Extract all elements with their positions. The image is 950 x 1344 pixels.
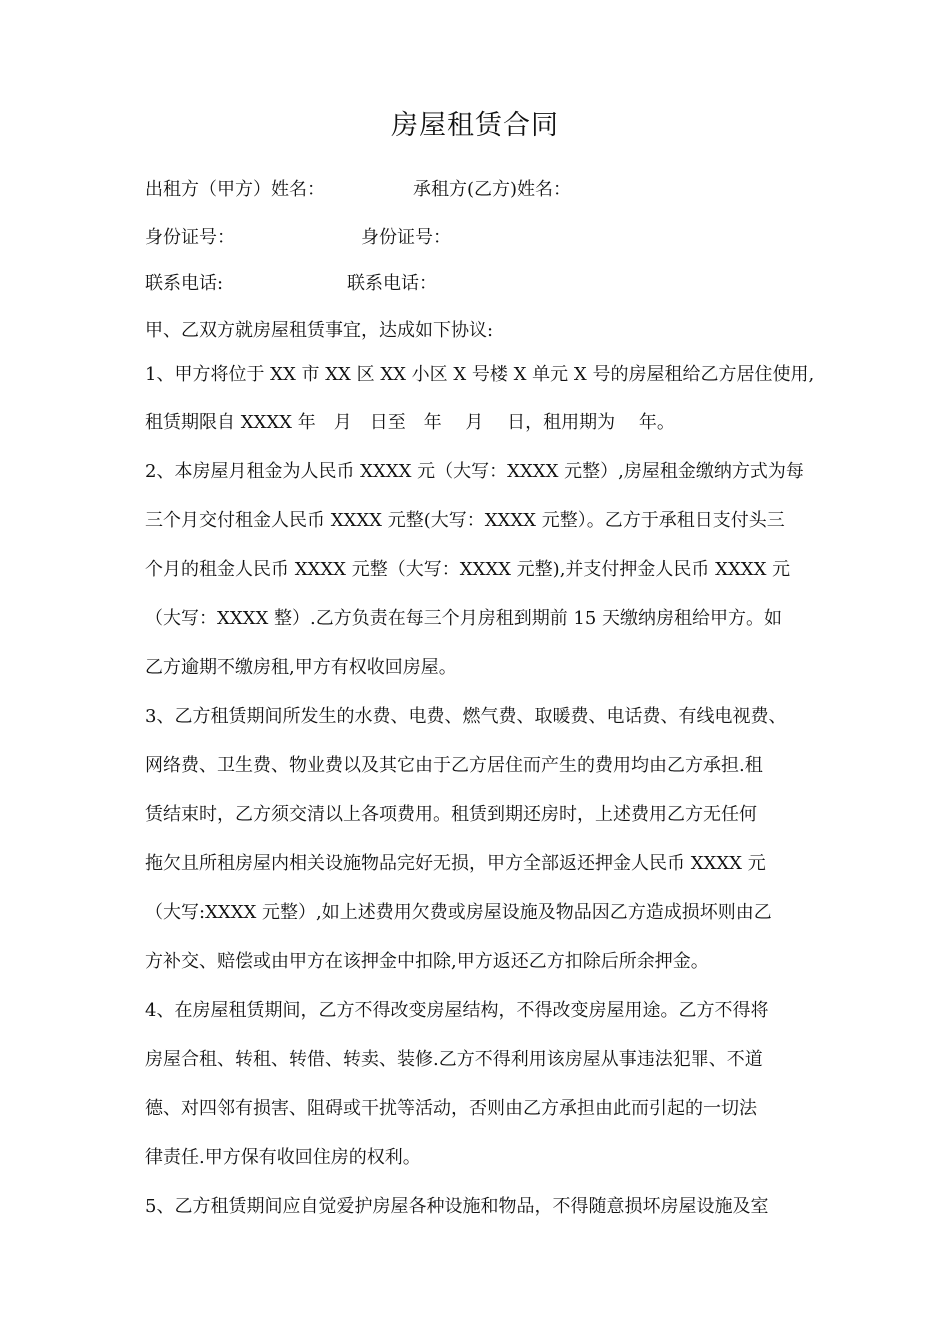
clause-line: 拖欠且所租房屋内相关设施物品完好无损，甲方全部返还押金人民币 XXXX 元 <box>145 853 766 874</box>
clause-line: 4、在房屋租赁期间，乙方不得改变房屋结构，不得改变房屋用途。乙方不得将 <box>145 1000 769 1021</box>
clause-line: 5、乙方租赁期间应自觉爱护房屋各种设施和物品，不得随意损坏房屋设施及室 <box>145 1196 769 1217</box>
agreement-intro: 甲、乙双方就房屋租赁事宜，达成如下协议: <box>145 320 494 341</box>
document-title: 房屋租赁合同 <box>391 110 559 141</box>
clause-line: （大写:XXXX 元整）,如上述费用欠费或房屋设施及物品因乙方造成损坏则由乙 <box>145 902 772 923</box>
clause-line: 律责任.甲方保有收回住房的权利。 <box>145 1147 421 1168</box>
lessee-id-label: 身份证号： <box>361 227 451 248</box>
clause-line: 1、甲方将位于 XX 市 XX 区 XX 小区 X 号楼 X 单元 X 号的房屋租给乙方居住使用, <box>145 364 815 385</box>
lessor-phone-label: 联系电话: <box>145 273 224 294</box>
lessor-name-label: 出租方（甲方）姓名： <box>145 179 325 200</box>
clause-line: 三个月交付租金人民币 XXXX 元整(大写：XXXX 元整）。乙方于承租日支付头三 <box>145 510 785 531</box>
clause-line: 方补交、赔偿或由甲方在该押金中扣除,甲方返还乙方扣除后所余押金。 <box>145 951 709 972</box>
clause-line: 德、对四邻有损害、阻碍或干扰等活动，否则由乙方承担由此而引起的一切法 <box>145 1098 757 1119</box>
lessee-name-label: 承租方(乙方)姓名： <box>413 179 572 200</box>
clause-line: 3、乙方租赁期间所发生的水费、电费、燃气费、取暖费、电话费、有线电视费、 <box>145 706 787 727</box>
lessor-id-label: 身份证号： <box>145 227 235 248</box>
clause-line: 赁结束时，乙方须交清以上各项费用。租赁到期还房时，上述费用乙方无任何 <box>145 804 757 825</box>
clause-line: 网络费、卫生费、物业费以及其它由于乙方居住而产生的费用均由乙方承担.租 <box>145 755 763 776</box>
lessee-phone-label: 联系电话： <box>347 273 437 294</box>
clause-line: （大写：XXXX 整）.乙方负责在每三个月房租到期前 15 天缴纳房租给甲方。如 <box>145 608 783 629</box>
clause-line: 乙方逾期不缴房租,甲方有权收回房屋。 <box>145 657 457 678</box>
clause-line: 房屋合租、转租、转借、转卖、装修.乙方不得利用该房屋从事违法犯罪、不道 <box>145 1049 763 1070</box>
clause-line: 2、本房屋月租金为人民币 XXXX 元（大写：XXXX 元整）,房屋租金缴纳方式为每 <box>145 461 804 482</box>
clause-line: 个月的租金人民币 XXXX 元整（大写：XXXX 元整),并支付押金人民币 XXXX 元 <box>145 559 791 580</box>
clause-line: 租赁期限自 XXXX 年 月 日至 年 月 日，租用期为 年。 <box>145 412 675 433</box>
